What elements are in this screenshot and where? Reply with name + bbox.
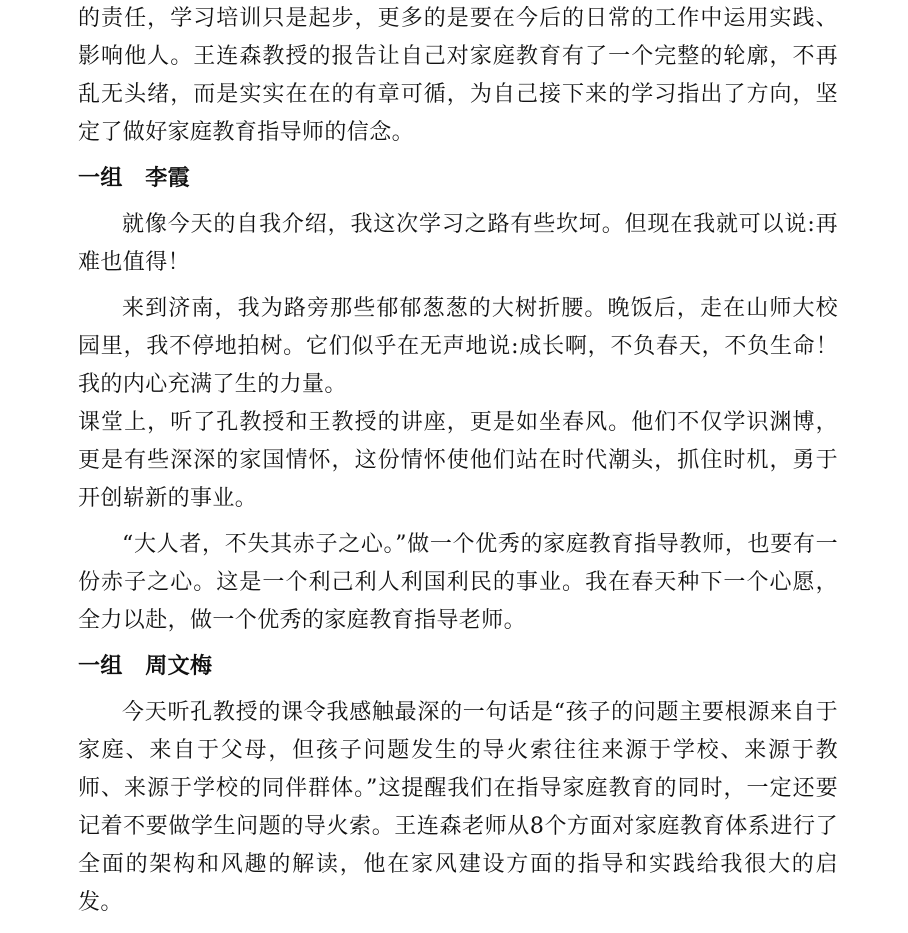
section-heading-li-xia: 一组 李霞 (78, 166, 191, 191)
paragraph-reflection: 今天听孔教授的课令我感触最深的一句话是“孩子的问题主要根源来自于家庭、来自于父母，但孩子问题发生的导火索往往来源于学校、来源于教师、来源于学校的同伴群体。”这提醒我们在指导家庭教育的同时，一定还要记着不要做学生问题的导火索。王连森老师从8个方面对家庭教育体系进行了全面的架构和风趣的解读，他在家风建设方面的指导和实践给我很大的启发。 (78, 700, 838, 915)
paragraph-classroom: 课堂上，听了孔教授和王教授的讲座，更是如坐春风。他们不仅学识渊博，更是有些深深的家国情怀，这份情怀使他们站在时代潮头，抓住时机，勇于开创崭新的事业。 (78, 410, 838, 511)
paragraph-jinan: 来到济南，我为路旁那些郁郁葱葱的大树折腰。晚饭后，走在山师大校园里，我不停地拍树。它们似乎在无声地说:成长啊，不负春天，不负生命！我的内心充满了生的力量。 (78, 296, 838, 397)
paragraph-quote: “大人者，不失其赤子之心。”做一个优秀的家庭教育指导教师，也要有一份赤子之心。这是一个利己利人利国利民的事业。我在春天种下一个心愿，全力以赴，做一个优秀的家庭教育指导老师。 (78, 532, 838, 633)
document-page (78, 0, 838, 922)
paragraph-self-intro: 就像今天的自我介绍，我这次学习之路有些坎坷。但现在我就可以说:再难也值得！ (78, 212, 838, 275)
paragraph-continued: 的责任，学习培训只是起步，更多的是要在今后的日常的工作中运用实践、影响他人。王连森教授的报告让自己对家庭教育有了一个完整的轮廓，不再乱无头绪，而是实实在在的有章可循，为自己接下来的学习指出了方向，坚定了做好家庭教育指导师的信念。 (78, 6, 838, 145)
section-heading-zhou-wenmei: 一组 周文梅 (78, 654, 213, 679)
